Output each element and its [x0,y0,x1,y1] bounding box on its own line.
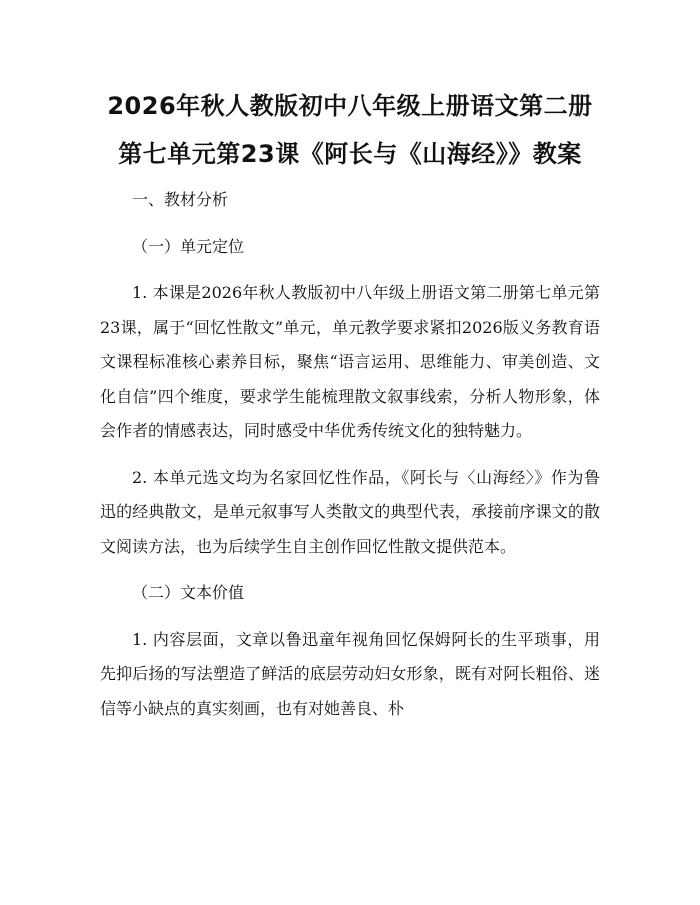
paragraph-text-value-1: 1. 内容层面，文章以鲁迅童年视角回忆保姆阿长的生平琐事，用先抑后扬的写法塑造了鲜活的底层劳动妇女形象，既有对阿长粗俗、迷信等小缺点的真实刻画，也有对她善良、朴 [100,629,600,718]
subsection-heading-unit-positioning: （一）单元定位 [132,236,245,256]
title-line-1: 2026年秋人教版初中八年级上册语文第二册 [107,92,593,120]
paragraph-unit-positioning-2: 2. 本单元选文均为名家回忆性作品，《阿长与〈山海经〉》作为鲁迅的经典散文，是单元叙事写人类散文的典型代表，承接前序课文的散文阅读方法，也为后续学生自主创作回忆性散文提供范本。 [100,467,600,556]
title-line-2: 第七单元第23课《阿长与《山海经》》教案 [118,140,582,168]
section-heading-teaching-analysis: 一、教材分析 [132,190,229,209]
paragraph-unit-positioning-1: 1. 本课是2026年秋人教版初中八年级上册语文第二册第七单元第23课，属于“回忆性散文”单元，单元教学要求紧扣2026版义务教育语文课程标准核心素养目标，聚焦“语言运用、思维能力、审美创造、文化自信”四个维度，要求学生能梳理散文叙事线索，分析人物形象，体会作者的情感表达，同时感受中华优秀传统文化的独特魅力。 [100,283,600,440]
document-title [60,82,640,178]
document-body [100,183,600,726]
subsection-heading-text-value: （二）文本价值 [132,583,245,602]
